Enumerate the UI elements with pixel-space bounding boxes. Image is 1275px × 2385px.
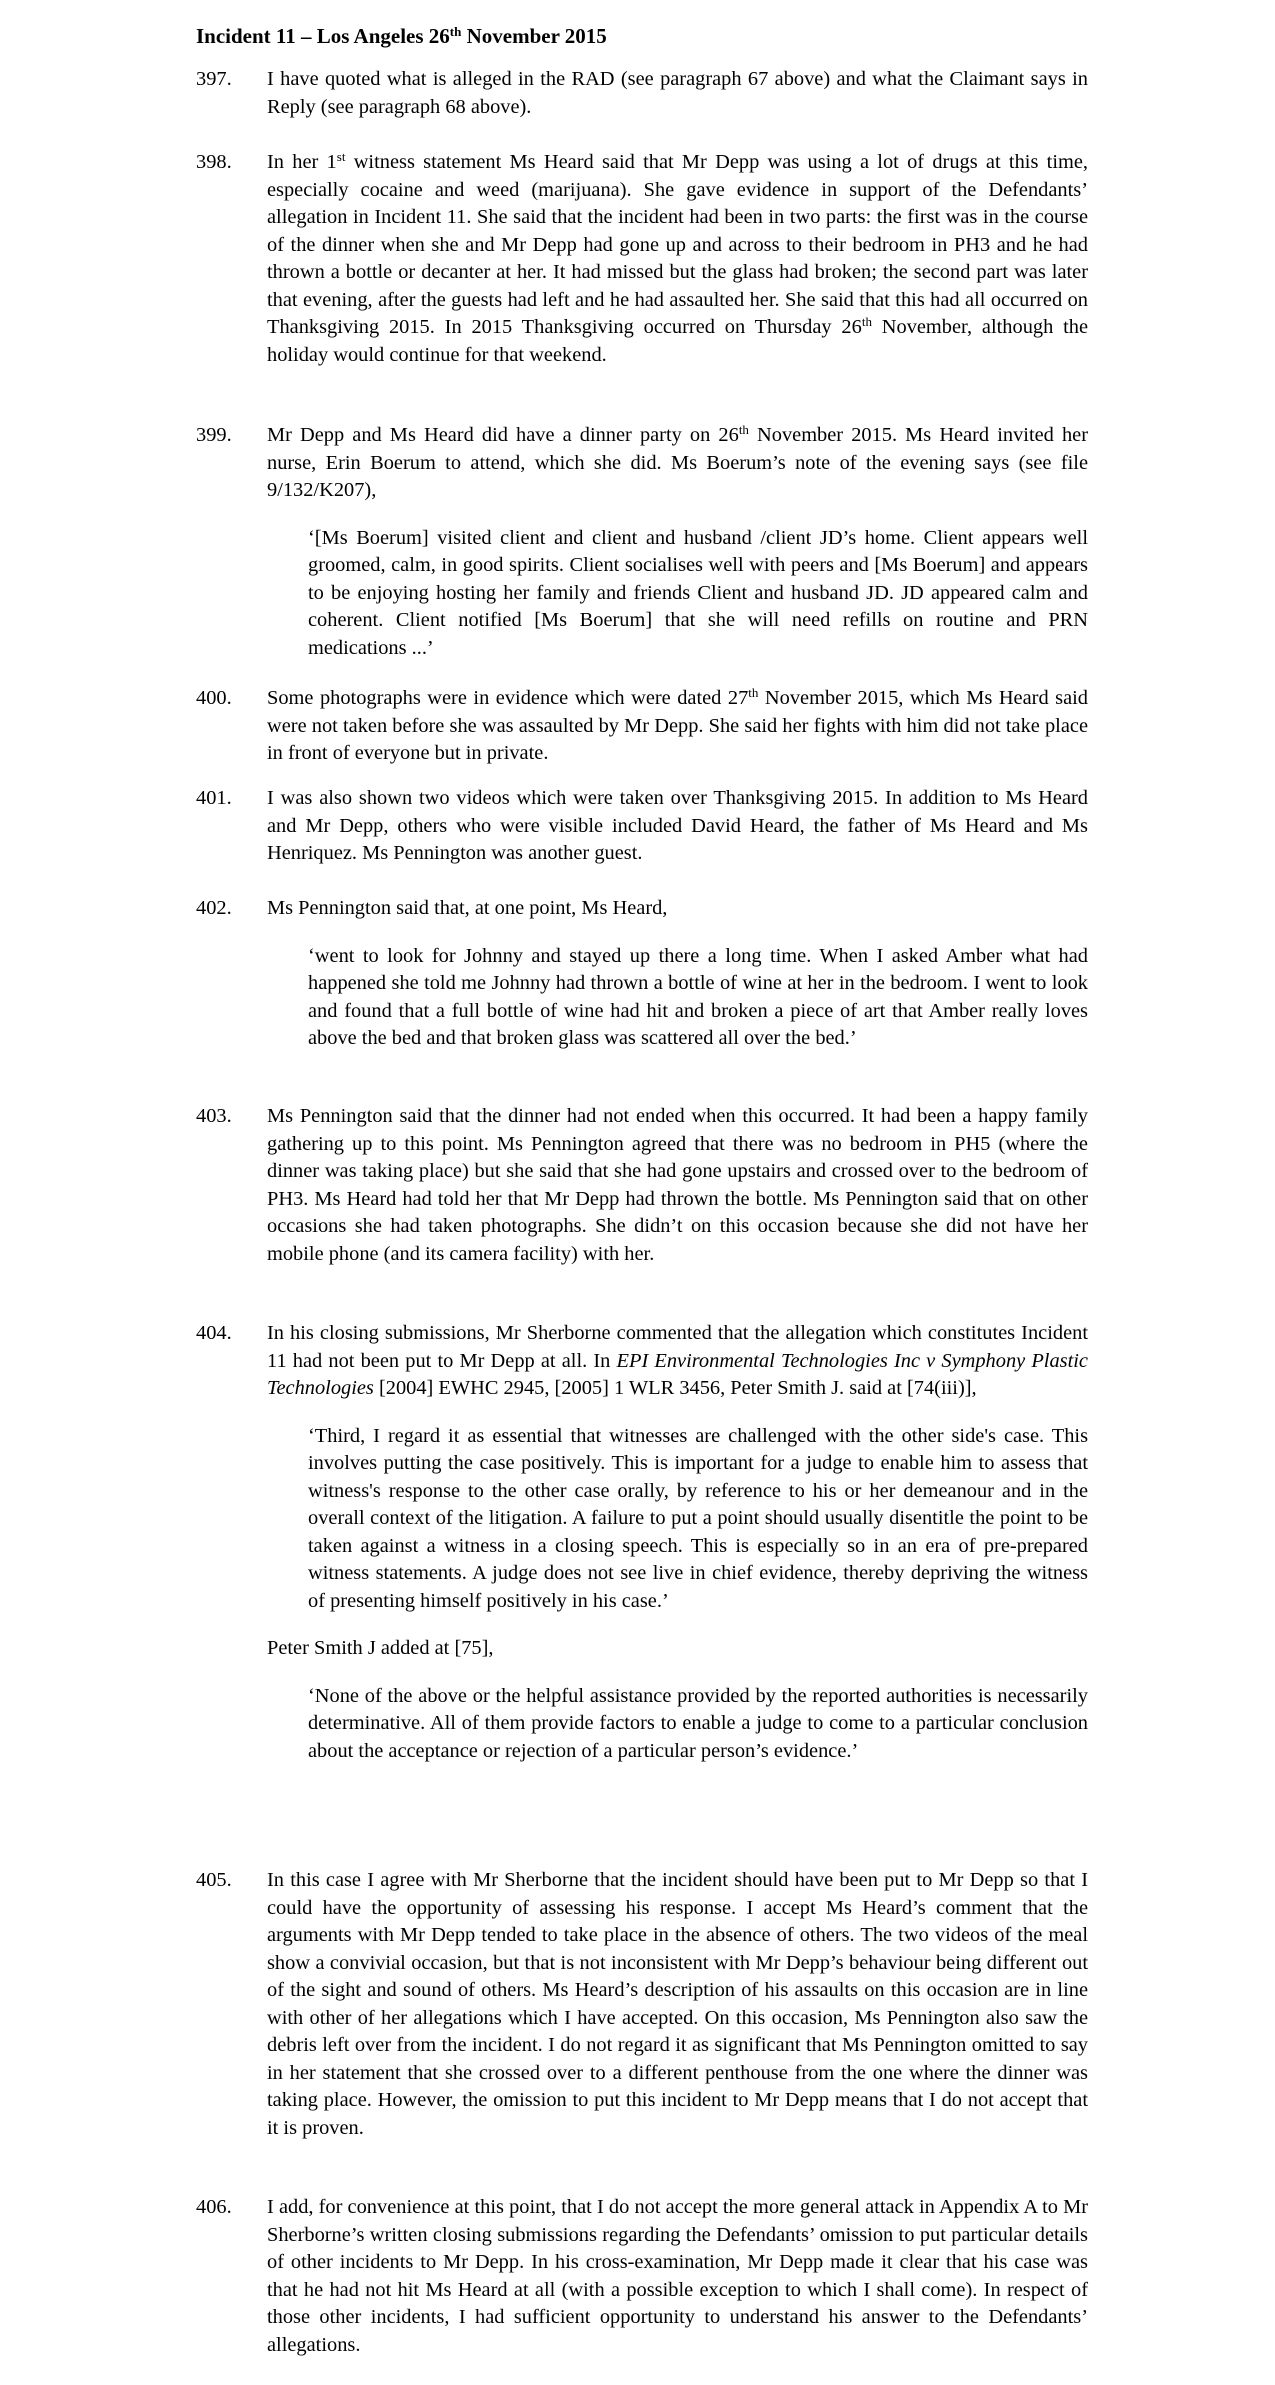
paragraph-text: I have quoted what is alleged in the RAD (see paragraph 67 above) and what the Claimant says in Reply (see paragraph 68 above).: [267, 68, 1088, 118]
paragraph-number: 399.: [196, 424, 232, 446]
block-quote: ‘went to look for Johnny and stayed up there a long time. When I asked Amber what had happened she told me Johnny had thrown a bottle of wine at her in the bedroom. I went to look and found that a full bottle of wine had hit and broken a piece of art that Amber really loves above the bed and that broken glass was scattered all over the bed.’: [308, 944, 1088, 1049]
paragraph-text: Mr Depp and Ms Heard did have a dinner party on 26th November 2015. Ms Heard invited her nurse, Erin Boerum to attend, which she did. Ms Boerum’s note of the evening says (see file 9/132/K207),: [267, 422, 1088, 501]
case-citation: EPI Environmental Technologies Inc v Symphony Plastic Technologies: [267, 1349, 1088, 1399]
paragraph-number: 406.: [196, 2196, 232, 2218]
paragraph-text: In his closing submissions, Mr Sherborne commented that the allegation which constitutes Incident 11 had not been put to Mr Depp at all. In EPI Environmental Technologies Inc v Symphony Plastic Technologies [2004] EWHC 2945, [2005] 1 WLR 3456, Peter Smith J. said at [74(iii)],: [267, 1322, 1088, 1399]
paragraph-number: 397.: [196, 68, 232, 90]
paragraph-text: Ms Pennington said that the dinner had not ended when this occurred. It had been a happy family gathering up to this point. Ms Pennington agreed that there was no bedroom in PH5 (where the dinner was taking place) but she said that she had gone upstairs and crossed over to the bedroom of PH3. Ms Heard had told her that Mr Depp had thrown the bottle. Ms Pennington said that on other occasions she had taken photographs. She didn’t on this occasion because she did not have her mobile phone (and its camera facility) with her.: [267, 1105, 1088, 1265]
paragraph-397: [196, 66, 1088, 121]
paragraph-text: Ms Pennington said that, at one point, Ms Heard,: [267, 897, 668, 919]
paragraph-398: [196, 149, 1088, 369]
section-heading: Incident 11 – Los Angeles 26th November 2015: [196, 24, 607, 48]
paragraph-text: In this case I agree with Mr Sherborne that the incident should have been put to Mr Depp so that I could have the opportunity of assessing his response. I accept Ms Heard’s comment that the arguments with Mr Depp tended to take place in the absence of others. The two videos of the meal show a convivial occasion, but that is not inconsistent with Mr Depp’s behaviour being different out of the sight and sound of others. Ms Heard’s description of his assaults on this occasion are in line with other of her allegations which I have accepted. On this occasion, Ms Pennington also saw the debris left over from the incident. I do not regard it as significant that Ms Pennington omitted to say in her statement that she crossed over to a different penthouse from the one where the dinner was taking place. However, the omission to put this incident to Mr Depp means that I do not accept that it is proven.: [267, 1869, 1088, 2139]
paragraph-text: I was also shown two videos which were taken over Thanksgiving 2015. In addition to Ms Heard and Mr Depp, others who were visible included David Heard, the father of Ms Heard and Ms Henriquez. Ms Pennington was another guest.: [267, 787, 1088, 864]
paragraph-402: [196, 895, 1088, 1053]
paragraph-number: 405.: [196, 1869, 232, 1891]
paragraph-400: [196, 685, 1088, 768]
paragraph-number: 404.: [196, 1322, 232, 1344]
paragraph-406: [196, 2194, 1088, 2359]
block-quote: ‘[Ms Boerum] visited client and client and husband /client JD’s home. Client appears well groomed, calm, in good spirits. Client socialises well with peers and [Ms Boerum] and appears to be enjoying hosting her family and friends Client and husband JD. JD appeared calm and coherent. Client notified [Ms Boerum] that she will need refills on routine and PRN medications ...’: [308, 526, 1088, 659]
paragraph-number: 400.: [196, 687, 232, 709]
block-quote: ‘Third, I regard it as essential that witnesses are challenged with the other side's case. This involves putting the case positively. This is important for a judge to enable him to assess that witness's response to the other case orally, by reference to his or her demeanour and in the overall context of the litigation. A failure to put a point should usually disentitle the point to be taken against a witness in a closing speech. This is especially so in an era of pre-prepared witness statements. A judge does not see live in chief evidence, thereby depriving the witness of presenting himself positively in his case.’: [308, 1424, 1088, 1612]
paragraph-number: 403.: [196, 1105, 232, 1127]
paragraph-399: [196, 422, 1088, 662]
paragraph-number: 398.: [196, 151, 232, 173]
paragraph-403: [196, 1103, 1088, 1268]
paragraph-number: 402.: [196, 897, 232, 919]
paragraph-text: I add, for convenience at this point, that I do not accept the more general attack in Appendix A to Mr Sherborne’s written closing submissions regarding the Defendants’ omission to put particular details of other incidents to Mr Depp. In his cross-examination, Mr Depp made it clear that his case was that he had not hit Ms Heard at all (with a possible exception to which I shall come). In respect of those other incidents, I had sufficient opportunity to understand his answer to the Defendants’ allegations.: [267, 2196, 1088, 2356]
block-quote: ‘None of the above or the helpful assistance provided by the reported authorities is necessarily determinative. All of them provide factors to enable a judge to come to a particular conclusion about the acceptance or rejection of a particular person’s evidence.’: [308, 1684, 1088, 1762]
paragraph-number: 401.: [196, 787, 232, 809]
paragraph-continuation: Peter Smith J added at [75],: [267, 1637, 494, 1659]
paragraph-404: [196, 1320, 1088, 1765]
paragraph-text: Some photographs were in evidence which were dated 27th November 2015, which Ms Heard said were not taken before she was assaulted by Mr Depp. She said her fights with him did not take place in front of everyone but in private.: [267, 685, 1088, 764]
paragraph-401: [196, 785, 1088, 868]
paragraph-text: In her 1st witness statement Ms Heard said that Mr Depp was using a lot of drugs at this time, especially cocaine and weed (marijuana). She gave evidence in support of the Defendants’ allegation in Incident 11. She said that the incident had been in two parts: the first was in the course of the dinner when she and Mr Depp had gone up and across to their bedroom in PH3 and he had thrown a bottle or decanter at her. It had missed but the glass had broken; the second part was later that evening, after the guests had left and he had assaulted her. She said that this had all occurred on Thanksgiving 2015. In 2015 Thanksgiving occurred on Thursday 26th November, although the holiday would continue for that weekend.: [267, 149, 1089, 366]
paragraph-405: [196, 1867, 1088, 2142]
